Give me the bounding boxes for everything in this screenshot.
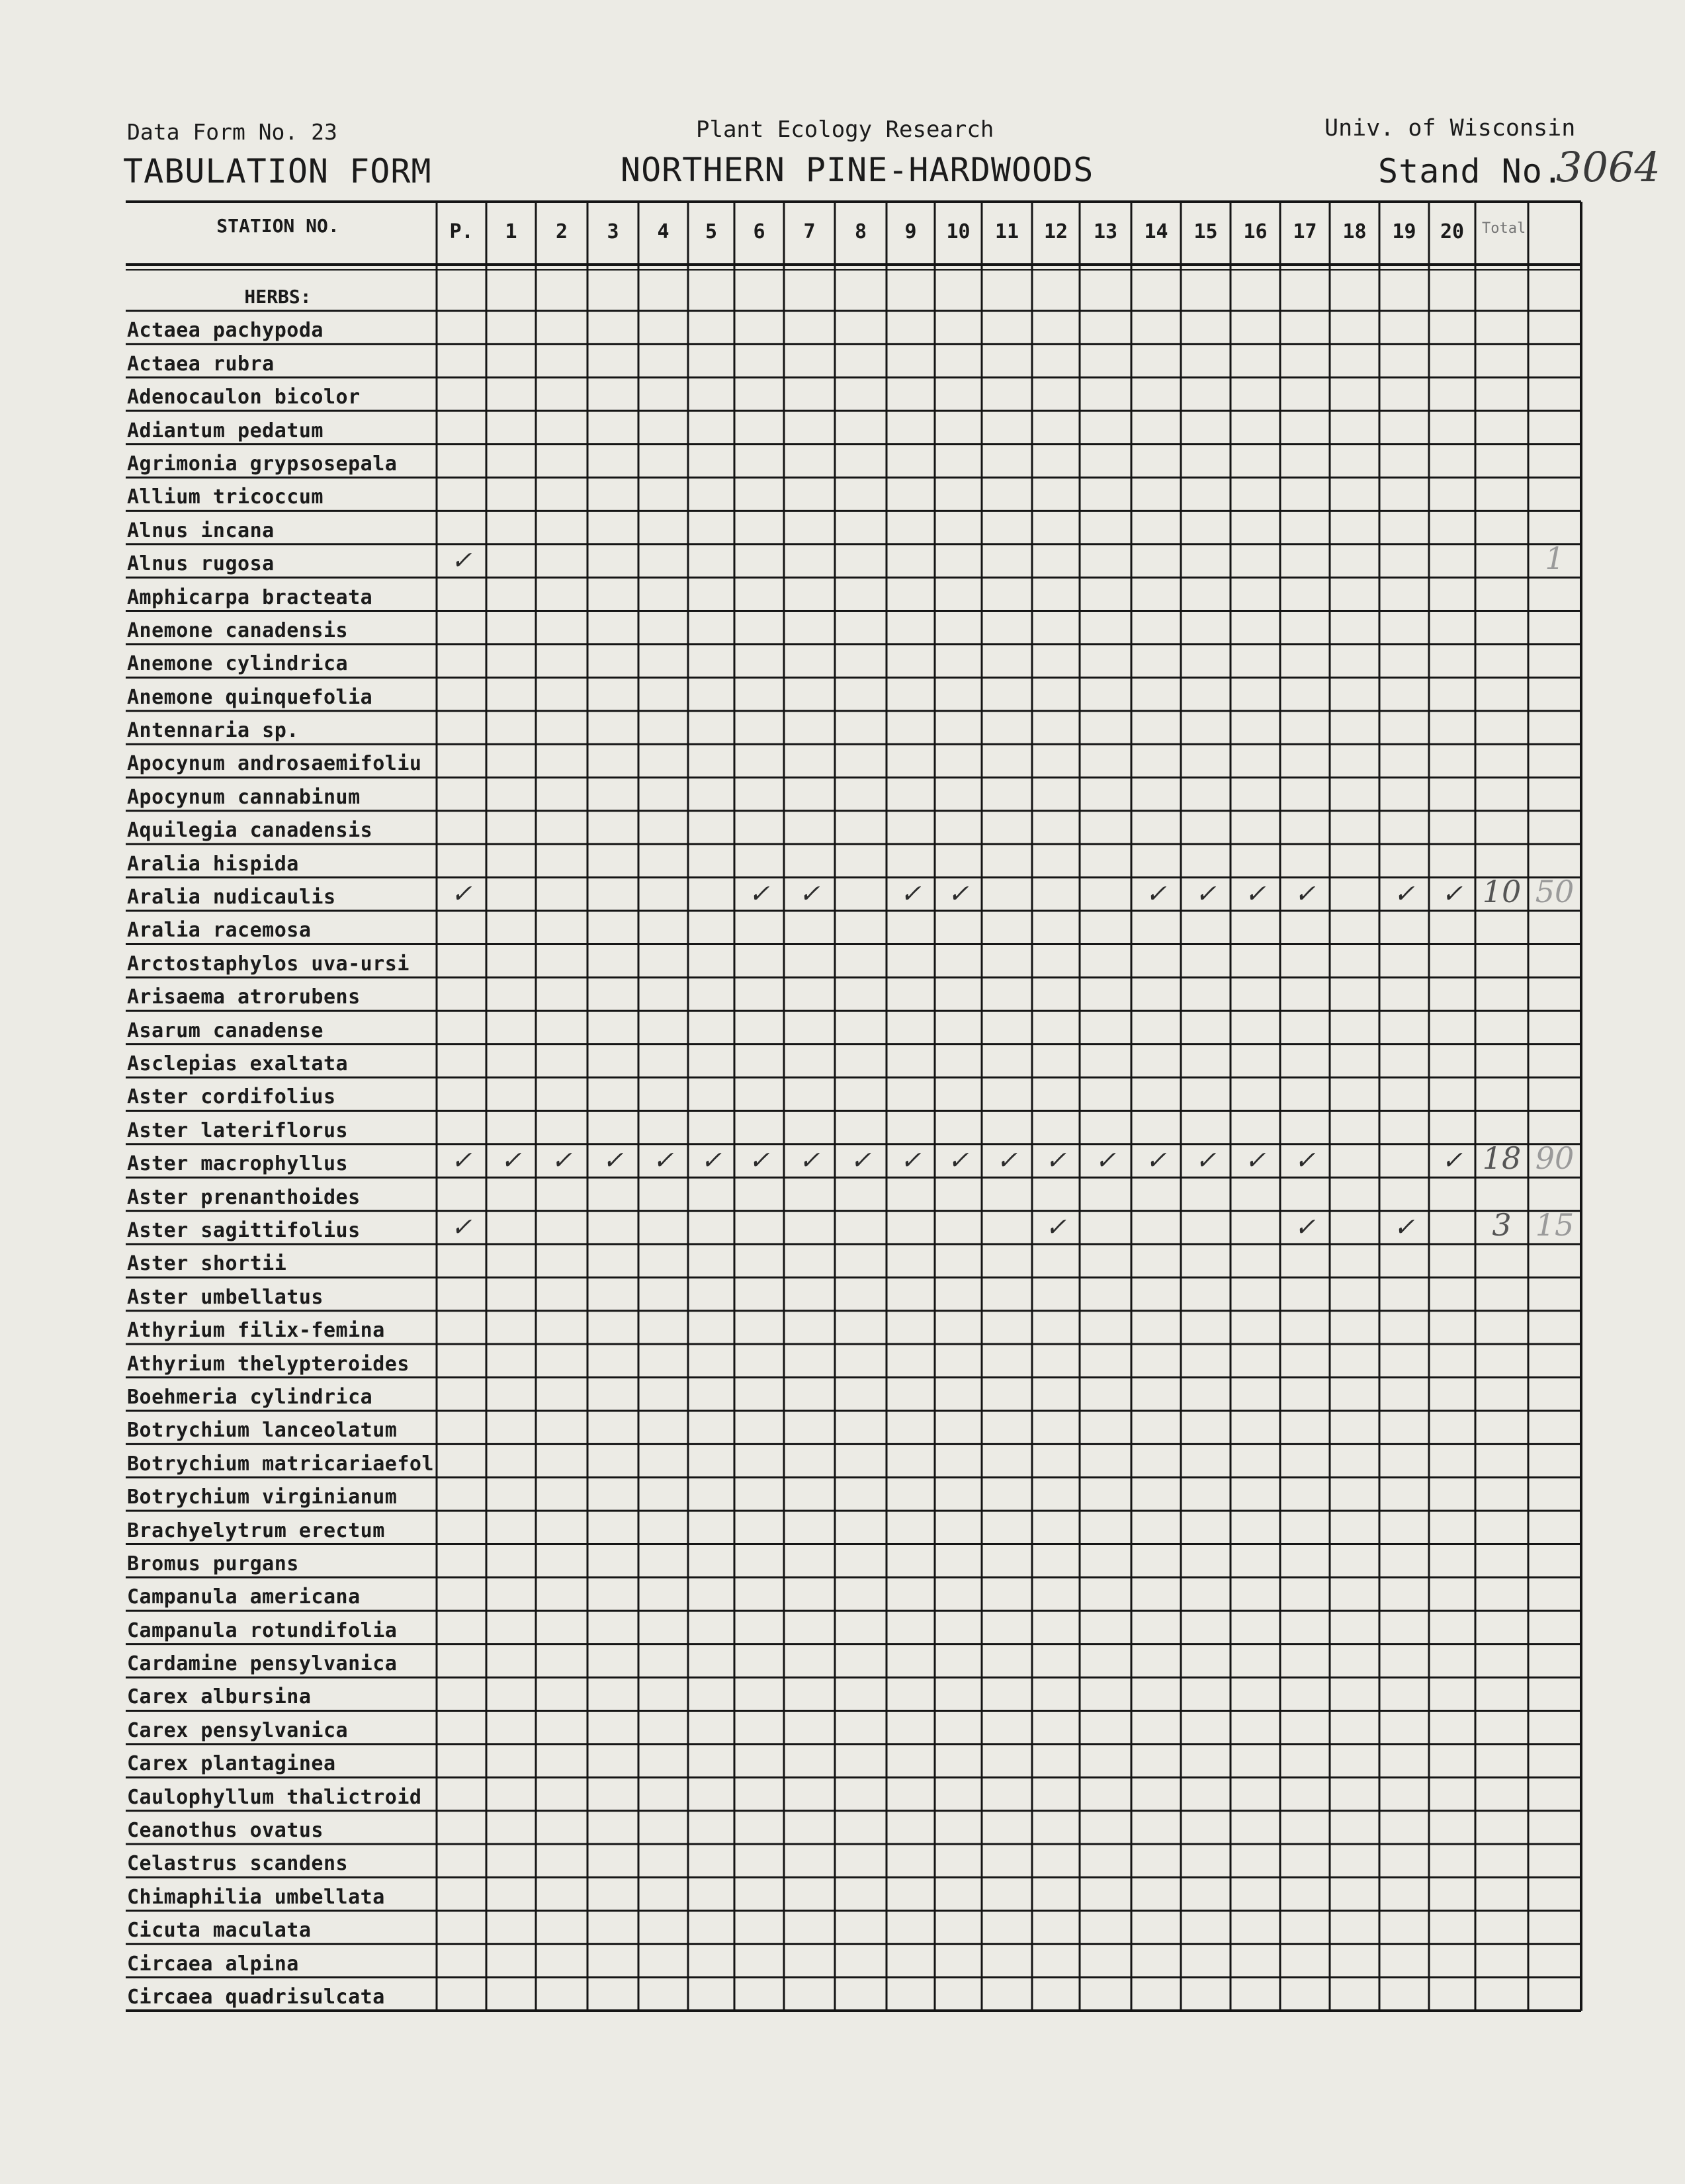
check-mark: ✓	[947, 1146, 969, 1175]
species-name: Alnus incana	[127, 519, 275, 542]
species-name: Agrimonia grypsosepala	[127, 452, 398, 476]
species-name: Aralia racemosa	[127, 919, 312, 943]
column-header: 18	[1342, 220, 1367, 243]
column-header: 15	[1193, 220, 1218, 243]
column-header: 19	[1392, 220, 1416, 243]
species-name: Aster umbellatus	[127, 1285, 324, 1309]
species-name: Actaea pachypoda	[127, 319, 324, 343]
species-name: Aquilegia canadensis	[127, 819, 373, 843]
form-number: Data Form No. 23	[127, 119, 337, 145]
species-name: Celastrus scandens	[127, 1852, 349, 1876]
species-name: Caulophyllum thalictroid	[127, 1785, 422, 1809]
column-header: 5	[705, 220, 718, 243]
species-name: Aralia hispida	[127, 852, 299, 876]
station-number-header: STATION NO.	[216, 215, 339, 237]
species-name: Aster sagittifolius	[127, 1218, 361, 1242]
check-mark: ✓	[451, 1146, 472, 1175]
check-mark: ✓	[1244, 879, 1266, 909]
check-mark: ✓	[1442, 879, 1463, 909]
column-header: 6	[753, 220, 765, 243]
column-header: 17	[1293, 220, 1317, 243]
column-header: 1	[505, 220, 517, 243]
column-header: 12	[1043, 220, 1068, 243]
stand-number-label: Stand No.	[1378, 152, 1563, 190]
species-name: Cardamine pensylvanica	[127, 1652, 398, 1676]
species-name: Adenocaulon bicolor	[127, 386, 361, 409]
species-name: Arctostaphylos uva-ursi	[127, 952, 410, 976]
species-name: Anemone quinquefolia	[127, 685, 373, 709]
check-mark: ✓	[1145, 1146, 1167, 1175]
column-header: 2	[555, 220, 568, 243]
species-name: Antennaria sp.	[127, 719, 299, 743]
species-name: Anemone cylindrica	[127, 652, 349, 676]
species-name: Aralia nudicaulis	[127, 886, 336, 909]
check-mark: ✓	[451, 879, 472, 909]
row-total: 18	[1482, 1140, 1522, 1177]
check-mark: ✓	[451, 546, 472, 575]
species-name: Adiantum pedatum	[127, 419, 324, 442]
column-header: 9	[904, 220, 917, 243]
check-mark: ✓	[1393, 1212, 1415, 1241]
herbs-section-label: HERBS:	[244, 286, 312, 308]
check-mark: ✓	[1145, 879, 1167, 909]
column-header: 14	[1144, 220, 1168, 243]
species-name: Athyrium thelypteroides	[127, 1352, 410, 1376]
species-name: Botrychium matricariaefol	[127, 1452, 435, 1476]
check-mark: ✓	[1195, 879, 1217, 909]
species-name: Asarum canadense	[127, 1019, 324, 1042]
species-name: Amphicarpa bracteata	[127, 585, 373, 609]
species-name: Cicuta maculata	[127, 1919, 312, 1943]
species-name: Campanula americana	[127, 1585, 361, 1609]
check-mark: ✓	[1195, 1146, 1217, 1175]
check-mark: ✓	[947, 879, 969, 909]
check-mark: ✓	[551, 1146, 572, 1175]
column-header: 8	[854, 220, 867, 243]
species-name: Apocynum androsaemifoliu	[127, 752, 422, 776]
check-mark: ✓	[1294, 1146, 1316, 1175]
row-percent: 1	[1545, 540, 1565, 577]
species-name: Aster shortii	[127, 1252, 287, 1276]
species-name: Anemone canadensis	[127, 618, 349, 642]
check-mark: ✓	[1393, 879, 1415, 909]
university-name: Univ. of Wisconsin	[1324, 115, 1576, 142]
species-name: Allium tricoccum	[127, 485, 324, 509]
species-name: Circaea quadrisulcata	[127, 1986, 385, 2009]
column-header: 13	[1093, 220, 1118, 243]
row-percent: 90	[1535, 1140, 1575, 1177]
row-total: 3	[1492, 1206, 1512, 1243]
species-name: Carex albursina	[127, 1685, 312, 1709]
species-name: Aster macrophyllus	[127, 1152, 349, 1176]
species-name: Boehmeria cylindrica	[127, 1385, 373, 1409]
column-header: 7	[803, 220, 816, 243]
column-header: P.	[449, 220, 474, 243]
species-name: Bromus purgans	[127, 1552, 299, 1575]
species-name: Carex plantaginea	[127, 1752, 336, 1776]
species-name: Arisaema atrorubens	[127, 986, 361, 1009]
check-mark: ✓	[1442, 1146, 1463, 1175]
check-mark: ✓	[1294, 1212, 1316, 1241]
form-title: TABULATION FORM	[123, 152, 432, 190]
form-subtitle: NORTHERN PINE-HARDWOODS	[621, 151, 1094, 189]
column-header: 3	[607, 220, 619, 243]
species-name: Athyrium filix-femina	[127, 1319, 385, 1343]
check-mark: ✓	[900, 879, 922, 909]
column-header: Total	[1482, 220, 1526, 237]
check-mark: ✓	[1294, 879, 1316, 909]
species-name: Brachyelytrum erectum	[127, 1519, 385, 1542]
species-name: Campanula rotundifolia	[127, 1618, 398, 1642]
check-mark: ✓	[1095, 1146, 1116, 1175]
check-mark: ✓	[1045, 1212, 1066, 1241]
species-name: Carex pensylvanica	[127, 1718, 349, 1742]
check-mark: ✓	[748, 879, 770, 909]
species-name: Apocynum cannabinum	[127, 785, 361, 809]
column-header: 20	[1440, 220, 1465, 243]
column-header: 10	[946, 220, 971, 243]
species-name: Circaea alpina	[127, 1952, 299, 1976]
check-mark: ✓	[1045, 1146, 1066, 1175]
column-header: 16	[1243, 220, 1268, 243]
species-name: Botrychium virginianum	[127, 1486, 398, 1509]
row-percent: 50	[1535, 874, 1575, 910]
check-mark: ✓	[451, 1212, 472, 1241]
species-name: Actaea rubra	[127, 352, 275, 376]
species-name: Alnus rugosa	[127, 552, 275, 576]
check-mark: ✓	[748, 1146, 770, 1175]
stand-number-value: 3064	[1556, 143, 1661, 191]
species-name: Asclepias exaltata	[127, 1052, 349, 1076]
check-mark: ✓	[1244, 1146, 1266, 1175]
species-name: Aster prenanthoides	[127, 1185, 361, 1209]
row-percent: 15	[1535, 1206, 1575, 1243]
organization-name: Plant Ecology Research	[696, 116, 994, 143]
check-mark: ✓	[652, 1146, 674, 1175]
check-mark: ✓	[701, 1146, 722, 1175]
column-header: 4	[657, 220, 670, 243]
check-mark: ✓	[850, 1146, 871, 1175]
species-name: Aster lateriflorus	[127, 1118, 349, 1142]
column-header: 11	[994, 220, 1019, 243]
check-mark: ✓	[996, 1146, 1017, 1175]
check-mark: ✓	[799, 879, 820, 909]
row-total: 10	[1482, 874, 1522, 910]
species-name: Aster cordifolius	[127, 1085, 336, 1109]
species-name: Botrychium lanceolatum	[127, 1419, 398, 1443]
check-mark: ✓	[602, 1146, 624, 1175]
species-name: Chimaphilia umbellata	[127, 1885, 385, 1909]
check-mark: ✓	[500, 1146, 522, 1175]
species-name: Ceanothus ovatus	[127, 1819, 324, 1843]
check-mark: ✓	[900, 1146, 922, 1175]
check-mark: ✓	[799, 1146, 820, 1175]
